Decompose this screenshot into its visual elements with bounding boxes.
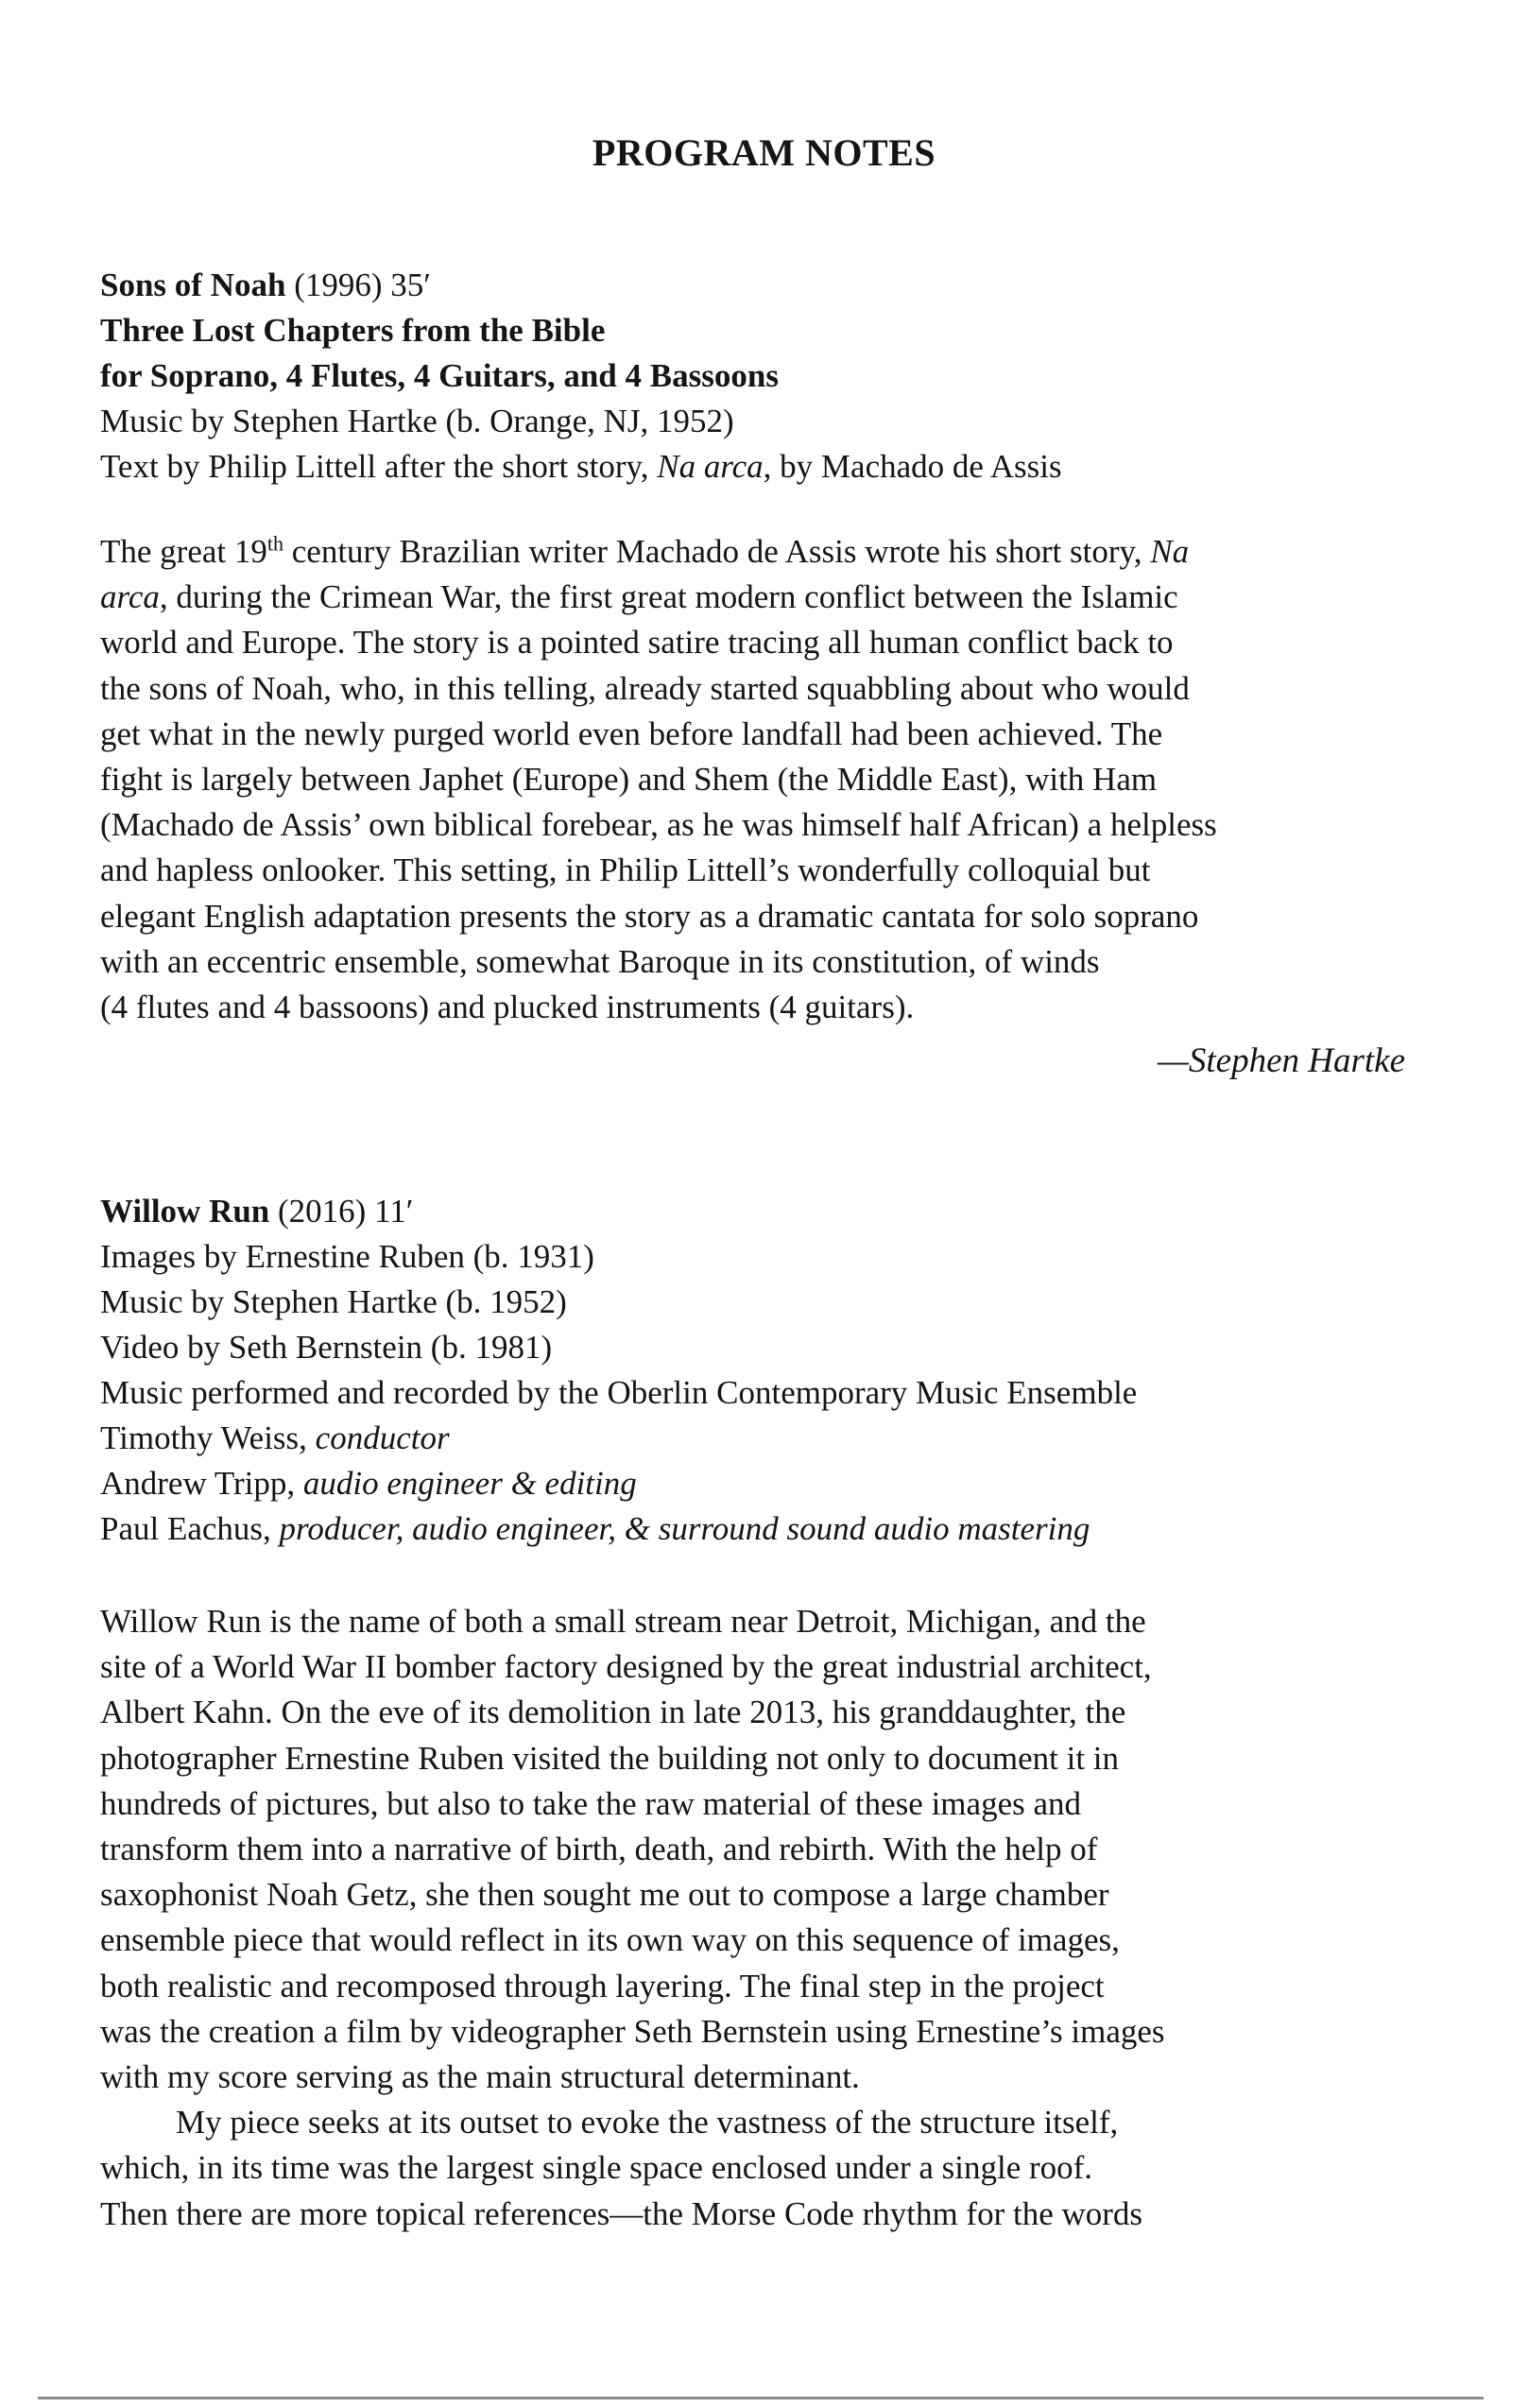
piece2-person <box>100 1416 1461 1461</box>
piece2-person <box>100 1461 1461 1506</box>
piece2-title: Willow Run <box>100 1193 270 1230</box>
piece1-text-credit-prefix: Text by Philip Littell after the short story, <box>100 448 658 485</box>
piece1-music-credit: Music by Stephen Hartke (b. Orange, NJ, 1952) <box>100 403 734 439</box>
piece2-notes-line: My piece seeks at its outset to evoke the vastness of the structure itself, <box>176 2104 1119 2141</box>
piece1-subtitle1: Three Lost Chapters from the Bible <box>100 312 606 349</box>
piece2-notes-line: site of a World War II bomber factory designed by the great industrial architect, <box>100 1648 1152 1686</box>
piece2-year-duration: (2016) 11′ <box>278 1193 414 1230</box>
piece1-header <box>100 263 1461 490</box>
piece1-signature: —Stephen Hartke <box>1157 1041 1405 1080</box>
piece1-title-line <box>100 263 1461 308</box>
piece1-text-credit-suffix: , by Machado de Assis <box>763 448 1062 485</box>
notes-text: century Brazilian writer Machado de Assis wrote his short story, <box>283 533 1151 570</box>
piece2-credit: Music by Stephen Hartke (b. 1952) <box>100 1283 567 1320</box>
piece2-notes-line: was the creation a film by videographer Seth Bernstein using Ernestine’s images <box>100 2012 1165 2050</box>
notes-superscript: th <box>266 531 283 556</box>
piece2-credit: Video by Seth Bernstein (b. 1981) <box>100 1329 553 1366</box>
bottom-rule <box>38 2397 1484 2399</box>
person-name: Paul Eachus, <box>100 1510 280 1547</box>
notes-italic: Na <box>1150 533 1190 570</box>
piece2-notes-line: both realistic and recomposed through layering. The final step in the project <box>100 1967 1105 2004</box>
notes-italic: arca <box>100 578 160 616</box>
piece1-notes-line: (4 flutes and 4 bassoons) and plucked instruments (4 guitars). <box>100 989 915 1026</box>
piece1-notes-line: (Machado de Assis’ own biblical forebear, as he was himself half African) a helpless <box>100 806 1217 844</box>
piece2-notes-line: Then there are more topical references—the Morse Code rhythm for the words <box>100 2194 1143 2232</box>
piece1-year-duration: (1996) 35′ <box>294 267 431 303</box>
person-name: Andrew Tripp, <box>100 1465 303 1502</box>
notes-text: The great 19 <box>100 533 267 570</box>
piece1-subtitle2: for Soprano, 4 Flutes, 4 Guitars, and 4 Bassoons <box>100 357 779 394</box>
notes-text: , during the Crimean War, the first great modern conflict between the Islamic <box>159 578 1178 616</box>
piece1-notes-line: elegant English adaptation presents the story as a dramatic cantata for solo soprano <box>100 897 1199 935</box>
piece2-notes-line: ensemble piece that would reflect in its own way on this sequence of images, <box>100 1921 1120 1959</box>
piece2-notes-line: transform them into a narrative of birth, death, and rebirth. With the help of <box>100 1831 1098 1868</box>
piece2-notes-line: photographer Ernestine Ruben visited the building not only to document it in <box>100 1739 1120 1777</box>
piece2-credit: Images by Ernestine Ruben (b. 1931) <box>100 1238 594 1275</box>
piece2-header <box>100 1189 1461 1552</box>
piece1-text-credit <box>100 444 1461 490</box>
piece1-notes-line: with an eccentric ensemble, somewhat Baroque in its constitution, of winds <box>100 942 1100 980</box>
person-role: audio engineer & editing <box>302 1465 637 1502</box>
piece1-notes <box>100 529 1461 1030</box>
piece2-notes-line: saxophonist Noah Getz, she then sought me out to compose a large chamber <box>100 1876 1109 1914</box>
page-title: PROGRAM NOTES <box>592 131 936 174</box>
piece2-notes-line: Willow Run is the name of both a small stream near Detroit, Michigan, and the <box>100 1603 1146 1640</box>
piece2-notes-line: which, in its time was the largest single space enclosed under a single roof. <box>100 2149 1093 2187</box>
piece1-notes-line <box>100 529 1461 575</box>
piece1-title: Sons of Noah <box>100 267 286 303</box>
piece1-notes-line: the sons of Noah, who, in this telling, already started squabbling about who would <box>100 669 1190 707</box>
piece1-notes-line: world and Europe. The story is a pointed satire tracing all human conflict back to <box>100 624 1174 662</box>
piece2-notes-line: Albert Kahn. On the eve of its demolition in late 2013, his granddaughter, the <box>100 1694 1126 1731</box>
piece2-notes <box>100 1599 1461 2237</box>
piece1-text-credit-title: Na arca <box>657 448 764 485</box>
piece2-title-line <box>100 1189 1461 1234</box>
person-name: Timothy Weiss, <box>100 1419 316 1456</box>
piece2-person <box>100 1506 1461 1552</box>
person-role: conductor <box>315 1419 450 1456</box>
piece2-notes-line: hundreds of pictures, but also to take the raw material of these images and <box>100 1784 1082 1822</box>
person-role: producer, audio engineer, & surround sound audio mastering <box>279 1510 1090 1547</box>
piece1-notes-line: fight is largely between Japhet (Europe) and Shem (the Middle East), with Ham <box>100 761 1158 799</box>
piece2-credit: Music performed and recorded by the Oberlin Contemporary Music Ensemble <box>100 1374 1138 1411</box>
piece2-notes-line: with my score serving as the main structural determinant. <box>100 2058 860 2096</box>
piece1-notes-line <box>100 575 1461 620</box>
piece1-notes-line: get what in the newly purged world even before landfall had been achieved. The <box>100 714 1163 752</box>
piece1-notes-line: and hapless onlooker. This setting, in Philip Littell’s wonderfully colloquial but <box>100 851 1151 889</box>
